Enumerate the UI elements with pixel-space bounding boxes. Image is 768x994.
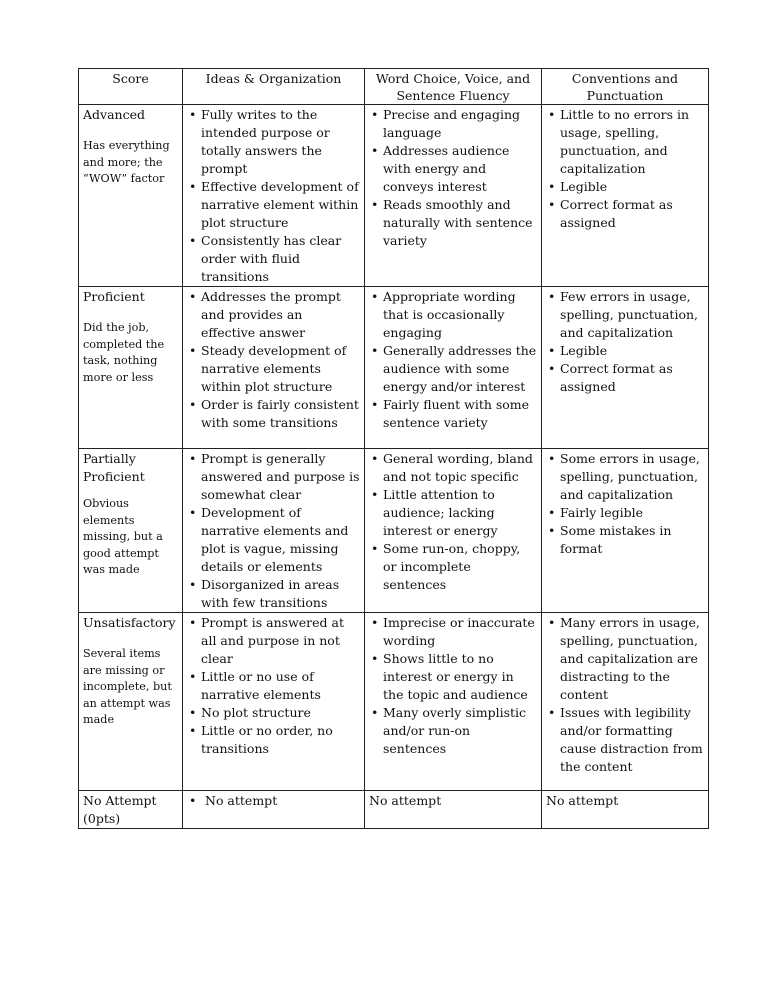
list-item: • Legible — [560, 342, 704, 360]
list-item: • Fairly fluent with some sentence variety — [383, 396, 537, 432]
list-item: • Addresses the prompt and provides an effective answer — [201, 288, 360, 342]
score-level: Proficient — [83, 289, 145, 304]
list-item: • Development of narrative elements and plot is vague, missing details or elements — [201, 504, 360, 576]
list-item: • Little attention to audience; lacking interest or energy — [383, 486, 537, 540]
word-choice-cell — [365, 613, 542, 791]
list-item: • Correct format as assigned — [560, 196, 704, 232]
score-description: Several items are missing or incomplete, but an attempt was made — [83, 647, 172, 726]
list-item: • Disorganized in areas with few transitions — [201, 576, 360, 612]
list-item: • Some mistakes in format — [560, 522, 704, 558]
list-item: • Legible — [560, 178, 704, 196]
list-item: • Little or no order, no transitions — [201, 722, 360, 758]
list-item: • Addresses audience with energy and conveys interest — [383, 142, 537, 196]
list-item: • Generally addresses the audience with some energy and/or interest — [383, 342, 537, 396]
list-item: • Some errors in usage, spelling, punctuation, and capitalization — [560, 450, 704, 504]
score-cell — [79, 287, 183, 449]
list-item: • No attempt — [205, 792, 360, 810]
list-item: • Precise and engaging language — [383, 106, 537, 142]
score-cell — [79, 791, 183, 829]
list-item: • Many errors in usage, spelling, punctuation, and capitalization are distracting to the content — [560, 614, 704, 704]
table-row — [79, 105, 709, 287]
list-item: • Few errors in usage, spelling, punctuation, and capitalization — [560, 288, 704, 342]
list-item: • Appropriate wording that is occasionally engaging — [383, 288, 537, 342]
ideas-cell — [183, 613, 365, 791]
score-description: Did the job, completed the task, nothing more or less — [83, 321, 165, 384]
score-level: Unsatisfactory — [83, 615, 176, 630]
score-level: Advanced — [83, 107, 145, 122]
ideas-cell — [183, 791, 365, 829]
header-score: Score — [79, 69, 183, 105]
word-choice-cell — [365, 449, 542, 613]
rubric-table — [78, 68, 709, 829]
header-ideas: Ideas & Organization — [183, 69, 365, 105]
list-item: • Prompt is answered at all and purpose in not clear — [201, 614, 360, 668]
conventions-cell — [542, 287, 709, 449]
score-cell — [79, 105, 183, 287]
table-row — [79, 287, 709, 449]
list-item: • Correct format as assigned — [560, 360, 704, 396]
conventions-cell: No attempt — [542, 791, 709, 829]
list-item: • Effective development of narrative element within plot structure — [201, 178, 360, 232]
list-item: • No plot structure — [201, 704, 360, 722]
table-row — [79, 449, 709, 613]
header-row — [79, 69, 709, 105]
ideas-cell — [183, 449, 365, 613]
ideas-cell — [183, 287, 365, 449]
word-choice-cell: No attempt — [365, 791, 542, 829]
list-item: • Many overly simplistic and/or run-on sentences — [383, 704, 537, 758]
list-item: • Issues with legibility and/or formatting cause distraction from the content — [560, 704, 704, 776]
list-item: • Imprecise or inaccurate wording — [383, 614, 537, 650]
score-level: Partially Proficient — [83, 451, 145, 484]
list-item: • Fully writes to the intended purpose or totally answers the prompt — [201, 106, 360, 178]
score-cell — [79, 449, 183, 613]
list-item: • Little or no use of narrative elements — [201, 668, 360, 704]
list-item: • Consistently has clear order with fluid transitions — [201, 232, 360, 286]
score-cell — [79, 613, 183, 791]
word-choice-cell — [365, 287, 542, 449]
conventions-cell — [542, 613, 709, 791]
list-item: • Shows little to no interest or energy in the topic and audience — [383, 650, 537, 704]
conventions-cell — [542, 449, 709, 613]
list-item: • Steady development of narrative elements within plot structure — [201, 342, 360, 396]
list-item: • Reads smoothly and naturally with sentence variety — [383, 196, 537, 250]
list-item: • Fairly legible — [560, 504, 704, 522]
list-item: • Little to no errors in usage, spelling, punctuation, and capitalization — [560, 106, 704, 178]
list-item: • Prompt is generally answered and purpose is somewhat clear — [201, 450, 360, 504]
word-choice-cell — [365, 105, 542, 287]
header-conventions: Conventions and Punctuation — [542, 69, 709, 105]
list-item: • General wording, bland and not topic specific — [383, 450, 537, 486]
list-item: • Order is fairly consistent with some transitions — [201, 396, 360, 432]
score-description: Has everything and more; the “WOW” factor — [83, 139, 170, 185]
table-row — [79, 791, 709, 829]
table-row — [79, 613, 709, 791]
conventions-cell — [542, 105, 709, 287]
score-description: Obvious elements missing, but a good attempt was made — [83, 497, 163, 576]
score-level: No Attempt (0pts) — [83, 793, 157, 826]
ideas-cell — [183, 105, 365, 287]
header-word-choice: Word Choice, Voice, and Sentence Fluency — [365, 69, 542, 105]
list-item: • Some run-on, choppy, or incomplete sentences — [383, 540, 537, 594]
